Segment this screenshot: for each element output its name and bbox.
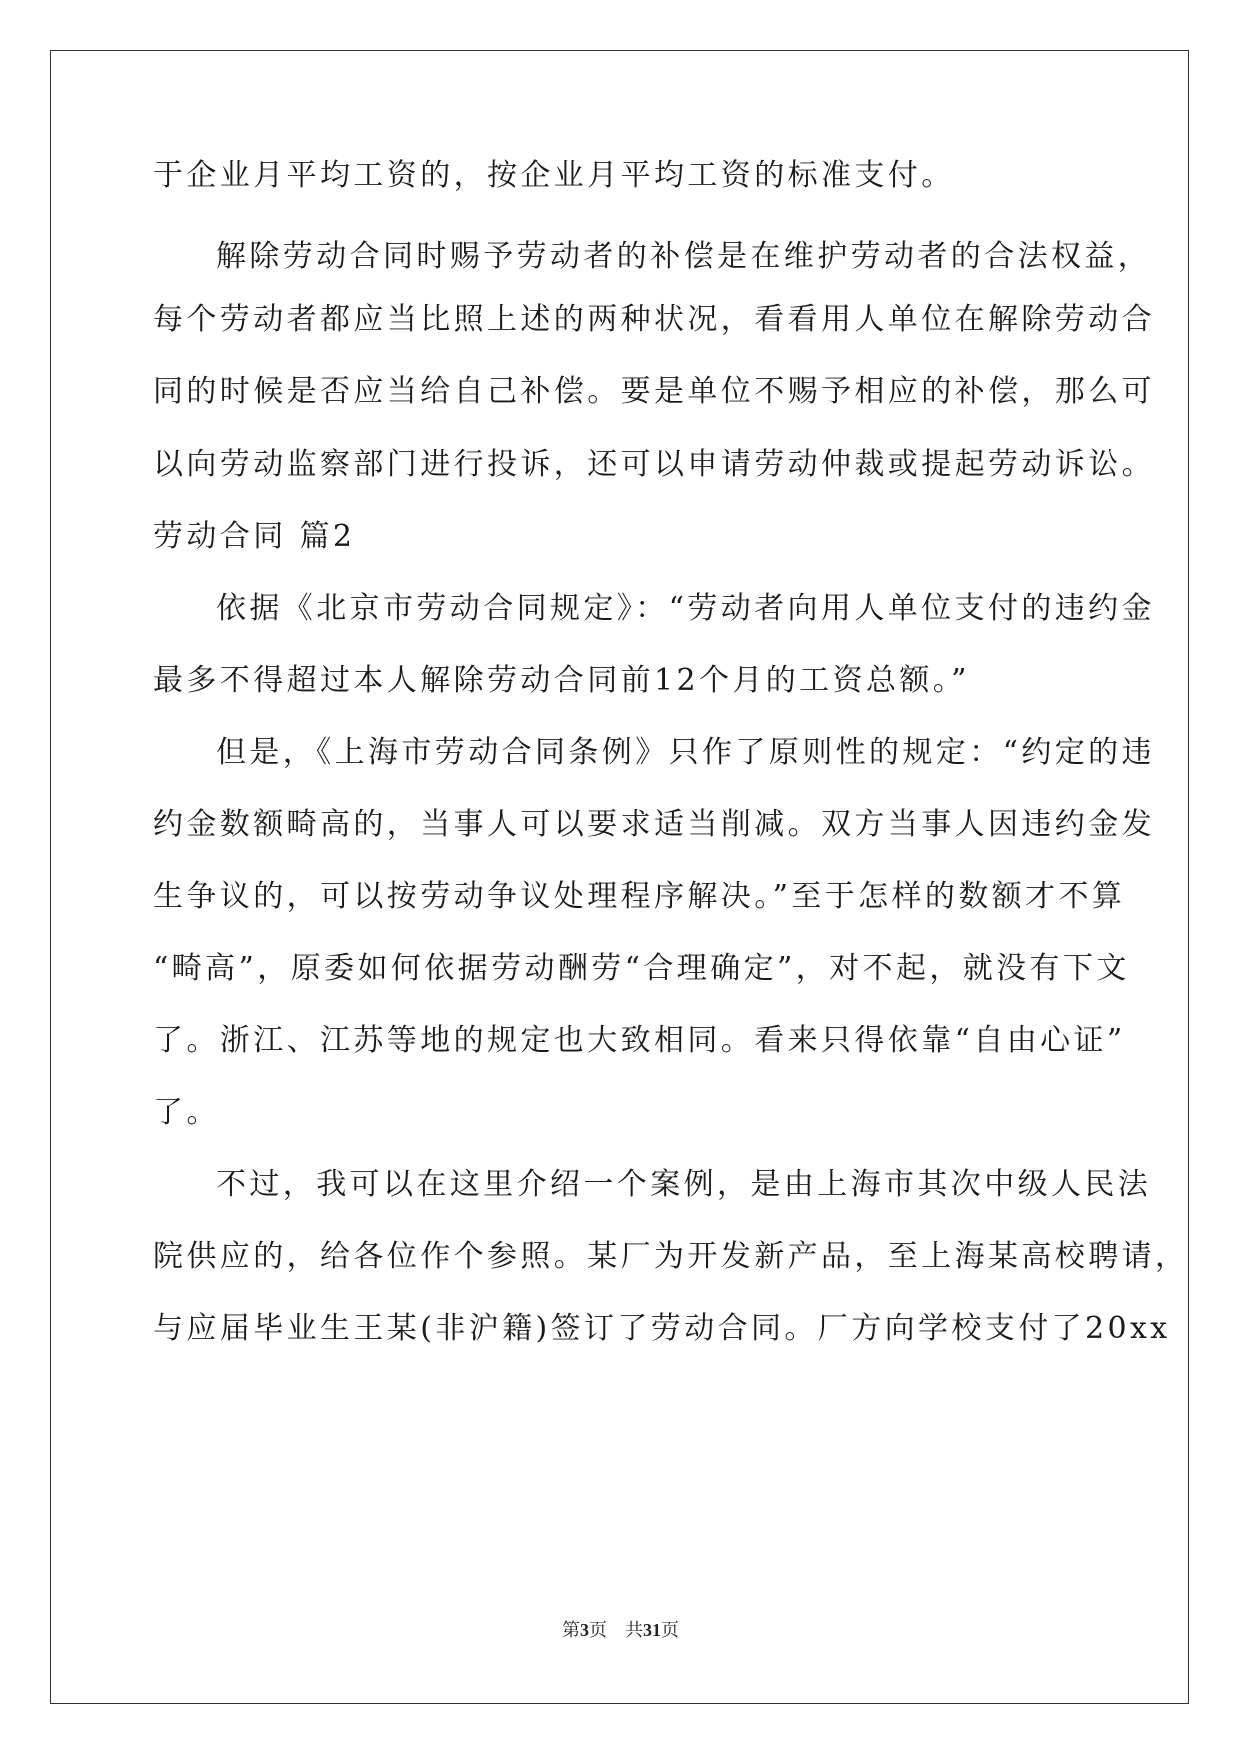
paragraph-first-line: 不过，我可以在这里介绍一个案例，是由上海市其次中级人民法 [216,1167,1152,1202]
footer-prefix: 第 [562,1620,580,1641]
footer-suffix: 页 [661,1620,679,1641]
text-line: 于企业月平均工资的，按企业月平均工资的标准支付。 [153,158,955,193]
page-footer [0,1618,1241,1643]
total-page-count: 31 [643,1620,661,1640]
text-line: “畸高”，原委如何依据劳动酬劳“合理确定”，对不起，就没有下文 [153,951,1130,986]
text-line: 同的时候是否应当给自己补偿。要是单位不赐予相应的补偿，那么可 [153,374,1155,409]
paragraph-first-line: 解除劳动合同时赐予劳动者的补偿是在维护劳动者的合法权益， [216,239,1152,274]
text-line: 了。浙江、江苏等地的规定也大致相同。看来只得依靠“自由心证” [153,1023,1126,1058]
current-page-number: 3 [580,1620,589,1640]
text-line: 与应届毕业生王某(非沪籍)签订了劳动合同。厂方向学校支付了20xx [153,1311,1171,1346]
text-line: 生争议的，可以按劳动争议处理程序解决。”至于怎样的数额才不算 [153,879,1126,914]
footer-middle: 页 共 [589,1620,643,1641]
text-line: 院供应的，给各位作个参照。某厂为开发新产品，至上海某高校聘请， [153,1239,1189,1274]
text-line: 最多不得超过本人解除劳动合同前12个月的工资总额。” [153,663,970,698]
text-line: 了。 [153,1095,220,1130]
text-line: 以向劳动监察部门进行投诉，还可以申请劳动仲裁或提起劳动诉讼。 [153,447,1155,482]
text-line: 约金数额畸高的，当事人可以要求适当削减。双方当事人因违约金发 [153,807,1155,842]
text-line: 每个劳动者都应当比照上述的两种状况，看看用人单位在解除劳动合 [153,302,1155,337]
section-heading: 劳动合同 篇2 [153,519,356,554]
paragraph-first-line: 依据《北京市劳动合同规定》：“劳动者向用人单位支付的违约金 [216,591,1155,626]
paragraph-first-line: 但是，《上海市劳动合同条例》只作了原则性的规定：“约定的违 [216,735,1155,770]
